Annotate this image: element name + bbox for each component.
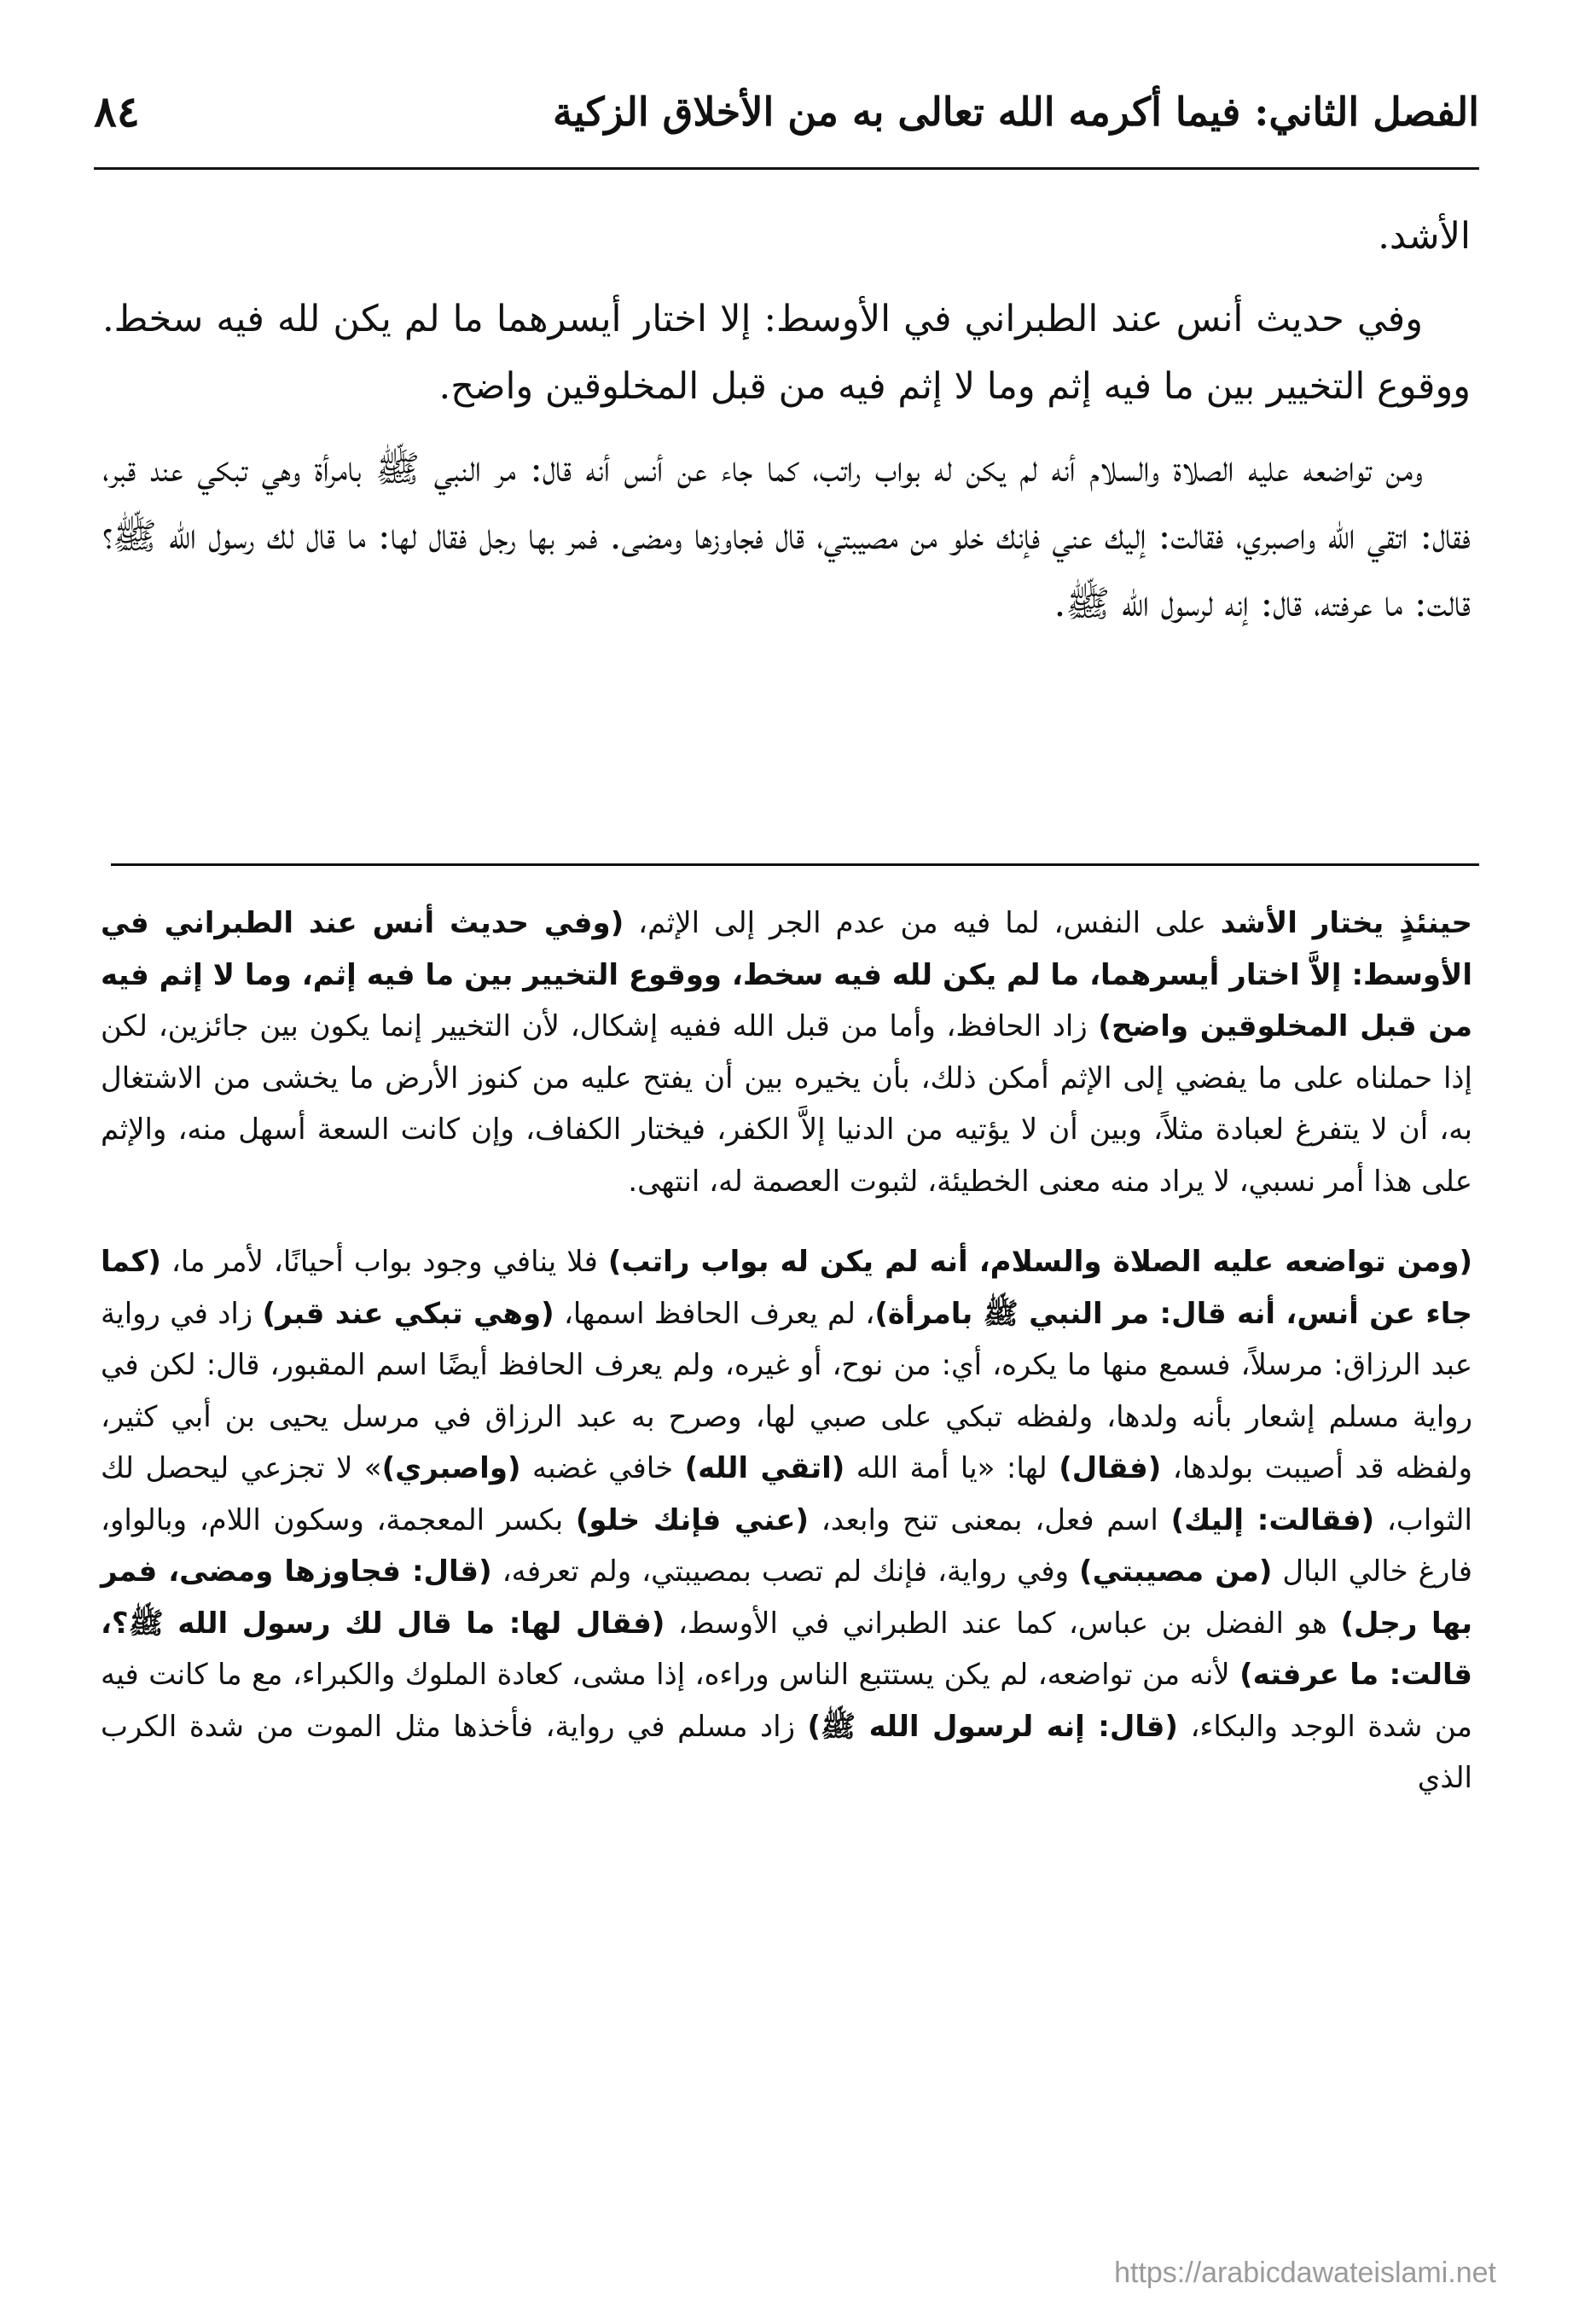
main-paragraph: الأشد. (1378, 215, 1471, 258)
commentary-text: زاد مسلم في رواية، فأخذها مثل الموت من شدة الكرب الذي (101, 1709, 1472, 1795)
commentary-text: ، لم يعرف الحافظ اسمها، (554, 1296, 875, 1331)
quoted-text: حينئذٍ يختار الأشد (1220, 906, 1472, 940)
commentary-text: فلا ينافي وجود بواب أحيانًا، لأمر ما، (160, 1245, 608, 1279)
quoted-text: (اتقي الله) (684, 1451, 845, 1485)
quoted-text: (من مصيبتي) (1079, 1554, 1273, 1589)
page-number: ٨٤ (94, 86, 140, 137)
quoted-text: (عني فإنك خلو) (575, 1502, 810, 1537)
commentary-paragraph (101, 898, 1472, 1207)
commentary-text: بكسر المعجمة، وسكون اللام، وبالواو، فارغ خالي البال (101, 1502, 1472, 1589)
quoted-text: (فقالت: إليك) (1170, 1502, 1375, 1537)
quoted-text: (وهي تبكي عند قبر) (262, 1296, 554, 1331)
page-header (94, 78, 1479, 145)
commentary (101, 898, 1472, 1833)
quoted-text: (فقال لها: ما قال لك رسول الله ﷺ؟، قالت: ما عرفته) (101, 1606, 1472, 1692)
header-rule (94, 167, 1479, 170)
quoted-text: (كما جاء عن أنس، أنه قال: مر النبي ﷺ بامرأة) (101, 1245, 1472, 1331)
commentary-text: على النفس، لما فيه من عدم الجر إلى الإثم، (624, 906, 1221, 940)
quoted-text: (قال: إنه لرسول الله ﷺ) (807, 1709, 1178, 1744)
commentary-text: » لا تجزعي ليحصل لك الثواب، (101, 1451, 1472, 1537)
quoted-text: (فقال) (1059, 1451, 1162, 1485)
main-paragraph: وفي حديث أنس عند الطبراني في الأوسط: إلا اختار أيسرهما ما لم يكن لله فيه سخط. ووقوع التخيير بين ما فيه إثم وما لا إثم فيه من قبل المخلوقين واضح. (102, 298, 1471, 408)
commentary-paragraph (101, 1236, 1472, 1804)
commentary-text: لأنه من تواضعه، لم يكن يستتبع الناس وراءه، إذا مشى، كعادة الملوك والكبراء، مع ما كانت فيه من شدة الوجد والبكاء، (101, 1658, 1472, 1744)
commentary-text: زاد في رواية عبد الرزاق: مرسلاً، فسمع منها ما يكره، أي: من نوح، أو غيره، ولم يعرف الحافظ أيضًا اسم المقبور، قال: لكن في رواية مسلم إشعار بأنه ولدها، ولفظه تبكي على صبي لها، وصرح به عبد الرزاق في مرسل يحيى بن أبي كثير، ولفظه قد أصيبت بولدها، (101, 1296, 1472, 1485)
chapter-title: الفصل الثاني: فيما أكرمه الله تعالى به من الأخلاق الزكية (553, 89, 1479, 135)
commentary-text: خافي غضبه (520, 1451, 685, 1485)
quoted-text: (قال: فجاوزها ومضى، فمر بها رجل) (101, 1554, 1473, 1641)
quoted-text: (وفي حديث أنس عند الطبراني في الأوسط: إلاَّ اختار أيسرهما، ما لم يكن لله فيه سخط، ووقوع التخيير بين ما فيه إثم، وما لا إثم فيه من قبل المخلوقين واضح) (101, 906, 1472, 1043)
main-paragraph: ومن تواضعه عليه الصلاة والسلام أنه لم يكن له بواب راتب، كما جاء عن أنس أنه قال: مر النبي ﷺ بامرأة وهي تبكي عند قبر، فقال: اتقي الله واصبري، فقالت: إليك عني فإنك خلو من مصيبتي، قال فجاوزها ومضى. فمر بها رجل فقال لها: ما قال لك رسول الله ﷺ؟ قالت: ما عرفته، قال: إنه لرسول الله ﷺ. (102, 448, 1471, 625)
commentary-text: هو الفضل بن عباس، كما عند الطبراني في الأوسط، (665, 1606, 1341, 1641)
commentary-text: وفي رواية، فإنك لم تصب بمصيبتي، ولم تعرفه، (491, 1554, 1080, 1589)
main-text (102, 203, 1471, 654)
watermark-url: https://arabicdawateislami.net (1114, 2257, 1496, 2289)
quoted-text: (ومن تواضعه عليه الصلاة والسلام، أنه لم يكن له بواب راتب) (607, 1245, 1472, 1279)
quoted-text: (واصبري) (381, 1451, 521, 1485)
commentary-text: اسم فعل، بمعنى تنح وابعد، (809, 1502, 1171, 1537)
commentary-text: لها: «يا أمة الله (845, 1451, 1059, 1485)
commentary-text: زاد الحافظ، وأما من قبل الله ففيه إشكال، لأن التخيير إنما يكون بين جائزين، لكن إذا حملناه على ما يفضي إلى الإثم أمكن ذلك، بأن يخيره بين أن يفتح عليه من كنوز الأرض ما يخشى من الاشتغال به، أن لا يتفرغ لعبادة مثلاً، وبين أن لا يؤتيه من الدنيا إلاَّ الكفر، فيختار الكفاف، وإن كانت السعة أسهل منه، والإثم على هذا أمر نسبي، لا يراد منه معنى الخطيئة، لثبوت العصمة له، انتهى. (101, 1009, 1472, 1199)
footnote-divider (111, 863, 1479, 866)
